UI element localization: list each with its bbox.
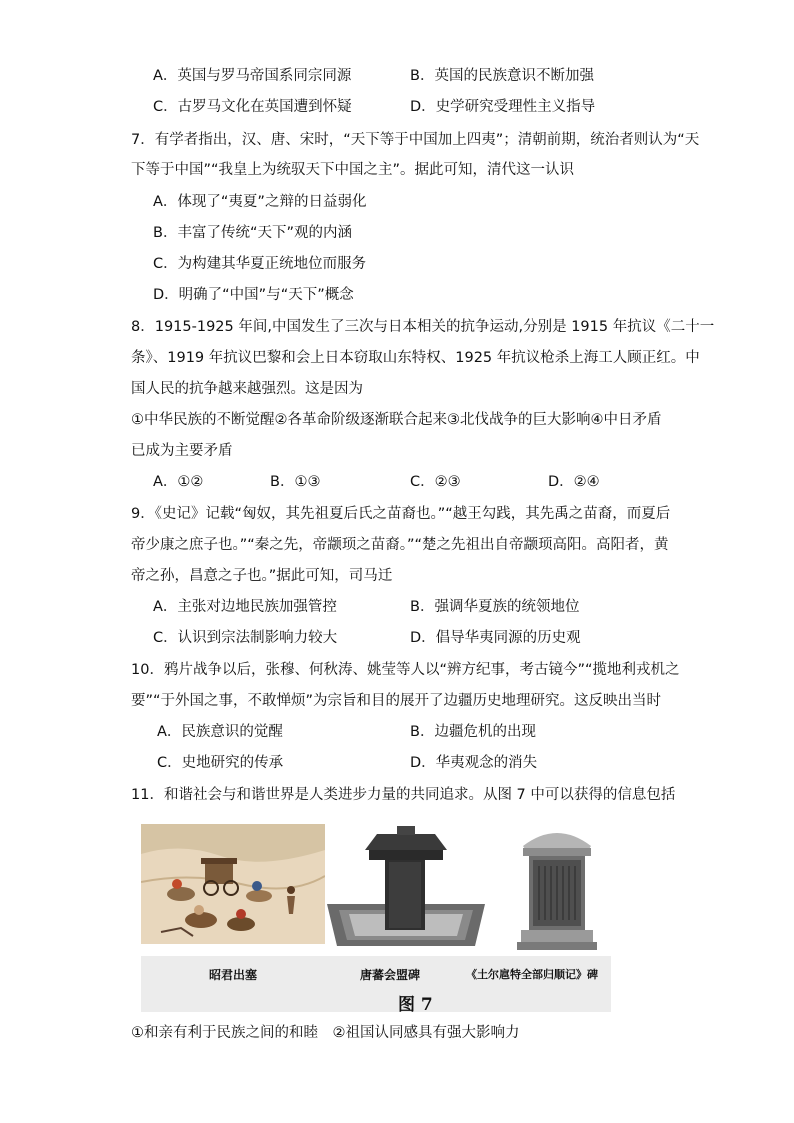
q10-stem-line-1: 10．鸦片战争以后，张穆、何秋涛、姚莹等人以“辨方纪事，考古镜今”“揽地利戎机之 <box>131 662 680 678</box>
q10-option-d: D．华夷观念的消失 <box>410 755 538 771</box>
q8-option-b: B．①③ <box>270 474 321 490</box>
q9-option-a: A．主张对边地民族加强管控 <box>153 599 337 615</box>
figure-caption-torghut-stele: 《土尔扈特全部归顺记》碑 <box>466 968 598 981</box>
torghut-stele-image <box>503 822 611 952</box>
q10-option-a: A．民族意识的觉醒 <box>157 724 283 740</box>
figure-caption-zhaojun: 昭君出塞 <box>208 968 257 982</box>
q9-stem-line-2: 帝少康之庶子也。”“秦之先，帝颛顼之苗裔。”“楚之先祖出自帝颛顼高阳。高阳者，黄 <box>131 537 669 553</box>
q6-option-b: B．英国的民族意识不断加强 <box>410 68 594 84</box>
q7-option-b: B．丰富了传统“天下”观的内涵 <box>153 225 352 241</box>
q10-option-b: B．边疆危机的出现 <box>410 724 536 740</box>
figure-caption-tang-tibet-stele: 唐蕃会盟碑 <box>359 968 420 982</box>
q8-option-a: A．①② <box>153 474 204 490</box>
tang-tibet-stele-image <box>325 820 487 952</box>
q8-stem-line-2: 条》、1919 年抗议巴黎和会上日本窃取山东特权、1925 年抗议枪杀上海工人顾正红。中 <box>131 350 700 366</box>
q11-stem-line-1: 11．和谐社会与和谐世界是人类进步力量的共同追求。从图 7 中可以获得的信息包括 <box>131 787 676 803</box>
q6-option-d: D．史学研究受理性主义指导 <box>410 99 596 115</box>
q6-option-c: C．古罗马文化在英国遭到怀疑 <box>153 99 352 115</box>
q8-stem-line-1: 8．1915-1925 年间,中国发生了三次与日本相关的抗争运动,分别是 1915 年抗议《二十一 <box>131 319 715 335</box>
figure-7 <box>141 820 611 1015</box>
q6-option-a: A．英国与罗马帝国系同宗同源 <box>153 68 352 84</box>
q9-stem-line-1: 9．《史记》记载“匈奴，其先祖夏后氏之苗裔也。”“越王勾践，其先禹之苗裔，而夏后 <box>131 506 671 522</box>
q7-stem-line-1: 7．有学者指出，汉、唐、宋时，“天下等于中国加上四夷”；清朝前期，统治者则认为“天 <box>131 132 700 148</box>
q9-option-d: D．倡导华夷同源的历史观 <box>410 630 581 646</box>
q8-statements-line-2: 已成为主要矛盾 <box>131 443 233 459</box>
zhaojun-painting-image <box>141 824 325 944</box>
q7-option-a: A．体现了“夷夏”之辩的日益弱化 <box>153 194 367 210</box>
q7-option-c: C．为构建其华夏正统地位而服务 <box>153 256 367 272</box>
q7-stem-line-2: 下等于中国”“我皇上为统驭天下中国之主”。据此可知，清代这一认识 <box>131 162 575 178</box>
q8-option-c: C．②③ <box>410 474 461 490</box>
q11-statements-line-1: ①和亲有利于民族之间的和睦 ②祖国认同感具有强大影响力 <box>131 1025 520 1041</box>
q9-option-c: C．认识到宗法制影响力较大 <box>153 630 338 646</box>
q9-stem-line-3: 帝之孙，昌意之子也。”据此可知，司马迁 <box>131 568 393 584</box>
q8-statements-line-1: ①中华民族的不断觉醒②各革命阶级逐渐联合起来③北伐战争的巨大影响④中日矛盾 <box>131 412 662 428</box>
q7-option-d: D．明确了“中国”与“天下”概念 <box>153 287 354 303</box>
q10-stem-line-2: 要”“于外国之事，不敢惮烦”为宗旨和目的展开了边疆历史地理研究。这反映出当时 <box>131 693 662 709</box>
q10-option-c: C．史地研究的传承 <box>157 755 284 771</box>
q8-option-d: D．②④ <box>548 474 600 490</box>
figure-label: 图 7 <box>398 995 433 1015</box>
q8-stem-line-3: 国人民的抗争越来越强烈。这是因为 <box>131 381 363 397</box>
q9-option-b: B．强调华夏族的统领地位 <box>410 599 580 615</box>
